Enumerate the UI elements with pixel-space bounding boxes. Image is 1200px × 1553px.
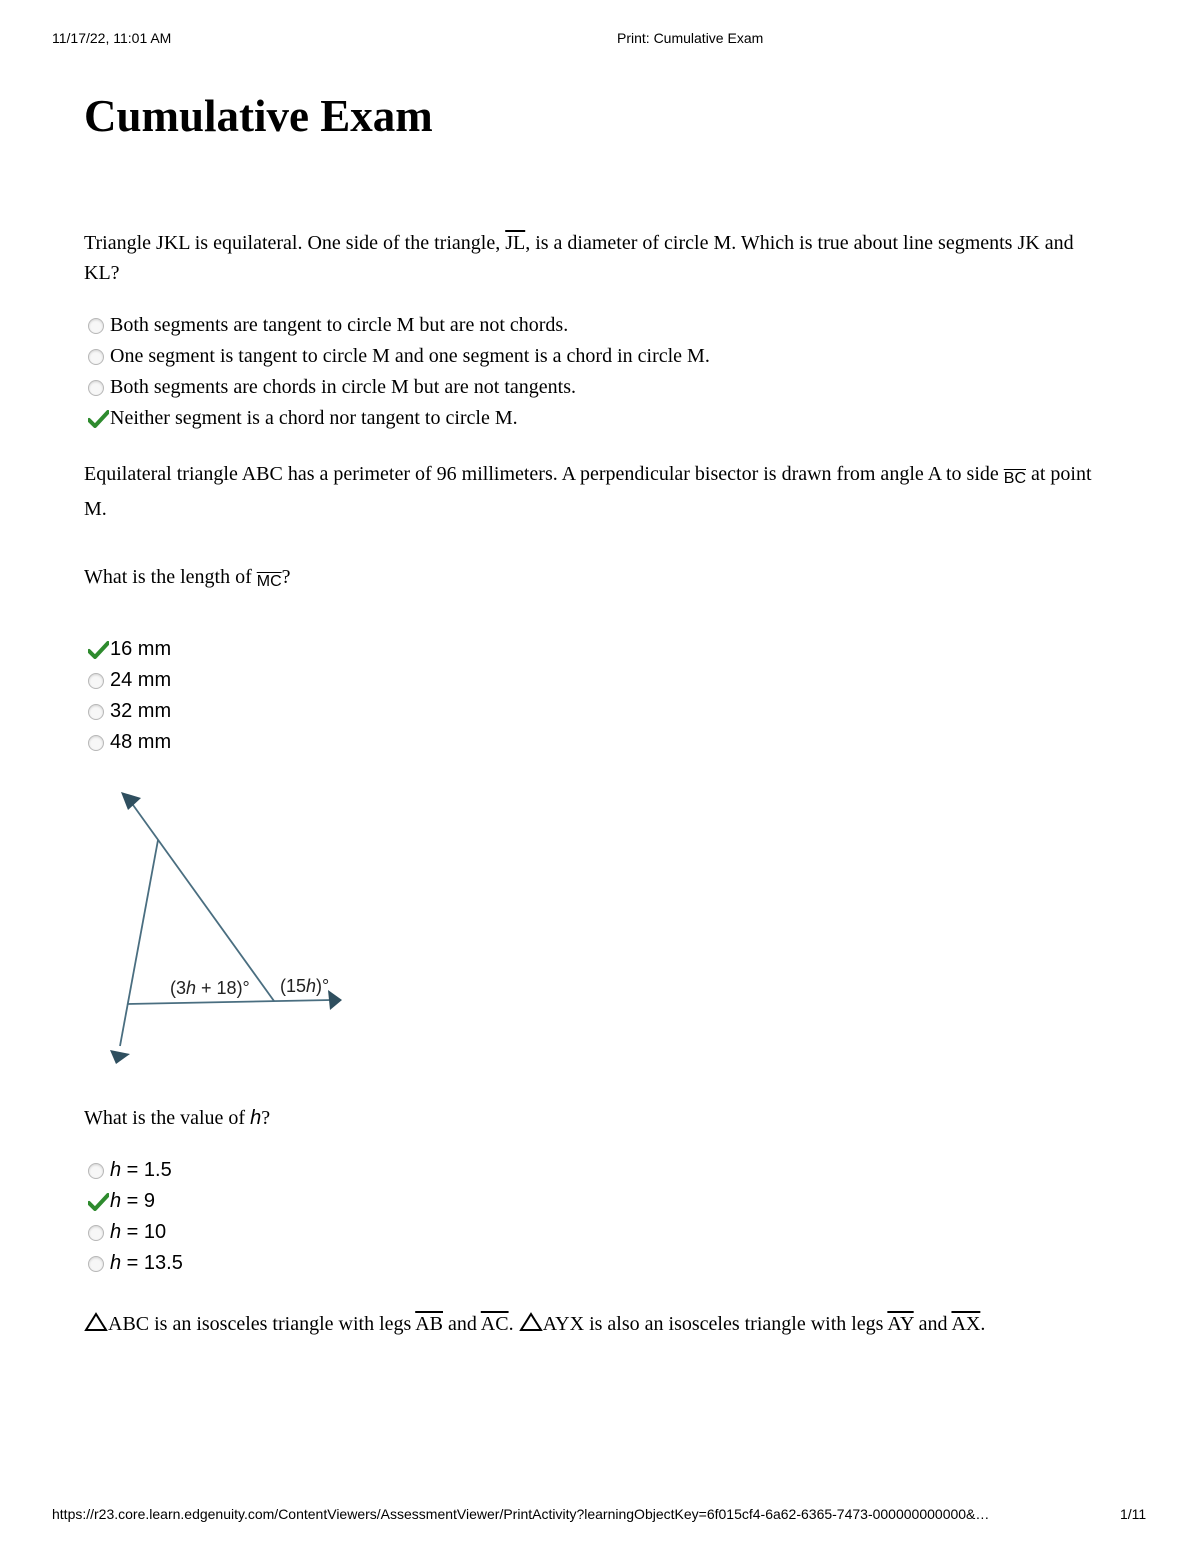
q4-and-2: and <box>913 1313 952 1335</box>
q4-segment-ac: $\overline{AC}$ <box>480 1313 509 1335</box>
radio-button[interactable] <box>88 1163 104 1179</box>
checkmark-icon <box>88 410 109 428</box>
q2-segment-bc: $\overline{BC}$ <box>1003 470 1026 487</box>
option-label: h = 1.5 <box>110 1159 172 1181</box>
q1-text-part1: Triangle JKL is equilateral. One side of the triangle, <box>84 232 506 254</box>
q3-question-suffix: ? <box>261 1107 271 1129</box>
q4-segment-ab: $\overline{AB}$ <box>415 1313 443 1335</box>
checkmark-icon <box>88 1193 109 1211</box>
q3-option-3[interactable] <box>88 1217 183 1248</box>
option-label: Neither segment is a chord nor tangent to circle M. <box>110 407 518 429</box>
question-2-text <box>84 459 1114 524</box>
q1-text-part2: , is a diameter of circle M. Which is true about line segments JK and KL? <box>84 232 1074 284</box>
exterior-angle-label: (15h)° <box>280 976 330 996</box>
triangle-icon <box>84 1312 108 1332</box>
option-label: 24 mm <box>110 669 172 691</box>
question-4-text <box>84 1309 1114 1339</box>
q4-segment-ax: $\overline{AX}$ <box>951 1313 981 1335</box>
arrowhead-right-icon <box>328 990 342 1010</box>
q3-option-4[interactable] <box>88 1248 183 1279</box>
print-datetime: 11/17/22, 11:01 AM <box>52 30 172 46</box>
q3-option-1[interactable] <box>88 1155 183 1186</box>
q1-option-3[interactable] <box>88 372 710 403</box>
q2-option-3[interactable] <box>88 696 171 727</box>
q2-question-part1: What is the length of <box>84 566 257 588</box>
radio-button[interactable] <box>88 704 104 720</box>
option-label: 16 mm <box>110 638 172 660</box>
radio-button[interactable] <box>88 735 104 751</box>
left-side-line <box>120 840 158 1046</box>
q3-question-prefix: What is the value of <box>84 1107 251 1129</box>
triangle-diagram <box>100 784 360 1074</box>
print-title: Print: Cumulative Exam <box>617 30 764 46</box>
radio-button[interactable] <box>88 673 104 689</box>
q3-option-2[interactable] <box>88 1186 183 1217</box>
question-2-prompt <box>84 562 1114 597</box>
option-label: 48 mm <box>110 731 172 753</box>
arrowhead-top-icon <box>121 792 141 810</box>
radio-button[interactable] <box>88 1256 104 1272</box>
q4-period-2: . <box>980 1313 986 1335</box>
q2-option-1[interactable] <box>88 634 171 665</box>
option-label: One segment is tangent to circle M and one segment is a chord in circle M. <box>110 345 710 367</box>
question-1-text <box>84 228 1114 288</box>
q1-segment-jl: $\overline{JL}$ <box>505 232 526 254</box>
page-number: 1/11 <box>1120 1506 1147 1522</box>
q4-triangle-2: AYX <box>542 1313 585 1335</box>
q1-option-2[interactable] <box>88 341 710 372</box>
radio-button[interactable] <box>88 1225 104 1241</box>
q4-segment-ay: $\overline{AY}$ <box>887 1313 914 1335</box>
q4-triangle-1: ABC <box>108 1313 150 1335</box>
q2-segment-mc: $\overline{MC}$ <box>256 573 282 590</box>
option-label: h = 9 <box>110 1190 156 1212</box>
option-label: 32 mm <box>110 700 172 722</box>
option-label: h = 13.5 <box>110 1252 183 1274</box>
triangle-icon <box>519 1312 543 1332</box>
option-label: Both segments are chords in circle M but are not tangents. <box>110 376 576 398</box>
interior-angle-label: (3h + 18)° <box>170 978 250 998</box>
q2-question-part2: ? <box>281 566 291 588</box>
q2-option-2[interactable] <box>88 665 171 696</box>
page-url[interactable]: https://r23.core.learn.edgenuity.com/ContentViewers/AssessmentViewer/PrintActivity?learningObjectKey=6f015cf4-6a62-6365-7473-000000000000&… <box>52 1506 990 1522</box>
arrowhead-bottom-icon <box>110 1050 130 1064</box>
option-label: h = 10 <box>110 1221 167 1243</box>
q1-option-1[interactable] <box>88 310 710 341</box>
question-1-options <box>88 310 710 434</box>
radio-button[interactable] <box>88 318 104 334</box>
angle-figure <box>100 784 360 1074</box>
radio-button[interactable] <box>88 380 104 396</box>
base-line <box>127 1000 332 1004</box>
q4-text-1: is an isosceles triangle with legs <box>149 1313 416 1335</box>
q4-and-1: and <box>443 1313 481 1335</box>
option-label: Both segments are tangent to circle M but are not chords. <box>110 314 569 336</box>
q4-text-2: is also an isosceles triangle with legs <box>584 1313 888 1335</box>
q2-text-part2: at point M. <box>84 463 1092 520</box>
question-3-prompt <box>84 1103 1114 1133</box>
hypotenuse-line <box>128 798 274 1001</box>
q2-option-4[interactable] <box>88 727 171 758</box>
page-title: Cumulative Exam <box>84 91 433 141</box>
question-2-options <box>88 634 171 758</box>
radio-button[interactable] <box>88 349 104 365</box>
checkmark-icon <box>88 641 109 659</box>
q3-question-var: h <box>250 1107 262 1129</box>
q2-text-part1: Equilateral triangle ABC has a perimeter of 96 millimeters. A perpendicular bisector is drawn from angle A to side <box>84 463 1004 485</box>
q1-option-4[interactable] <box>88 403 710 434</box>
q4-period-1: . <box>508 1313 519 1335</box>
question-3-options <box>88 1155 183 1279</box>
